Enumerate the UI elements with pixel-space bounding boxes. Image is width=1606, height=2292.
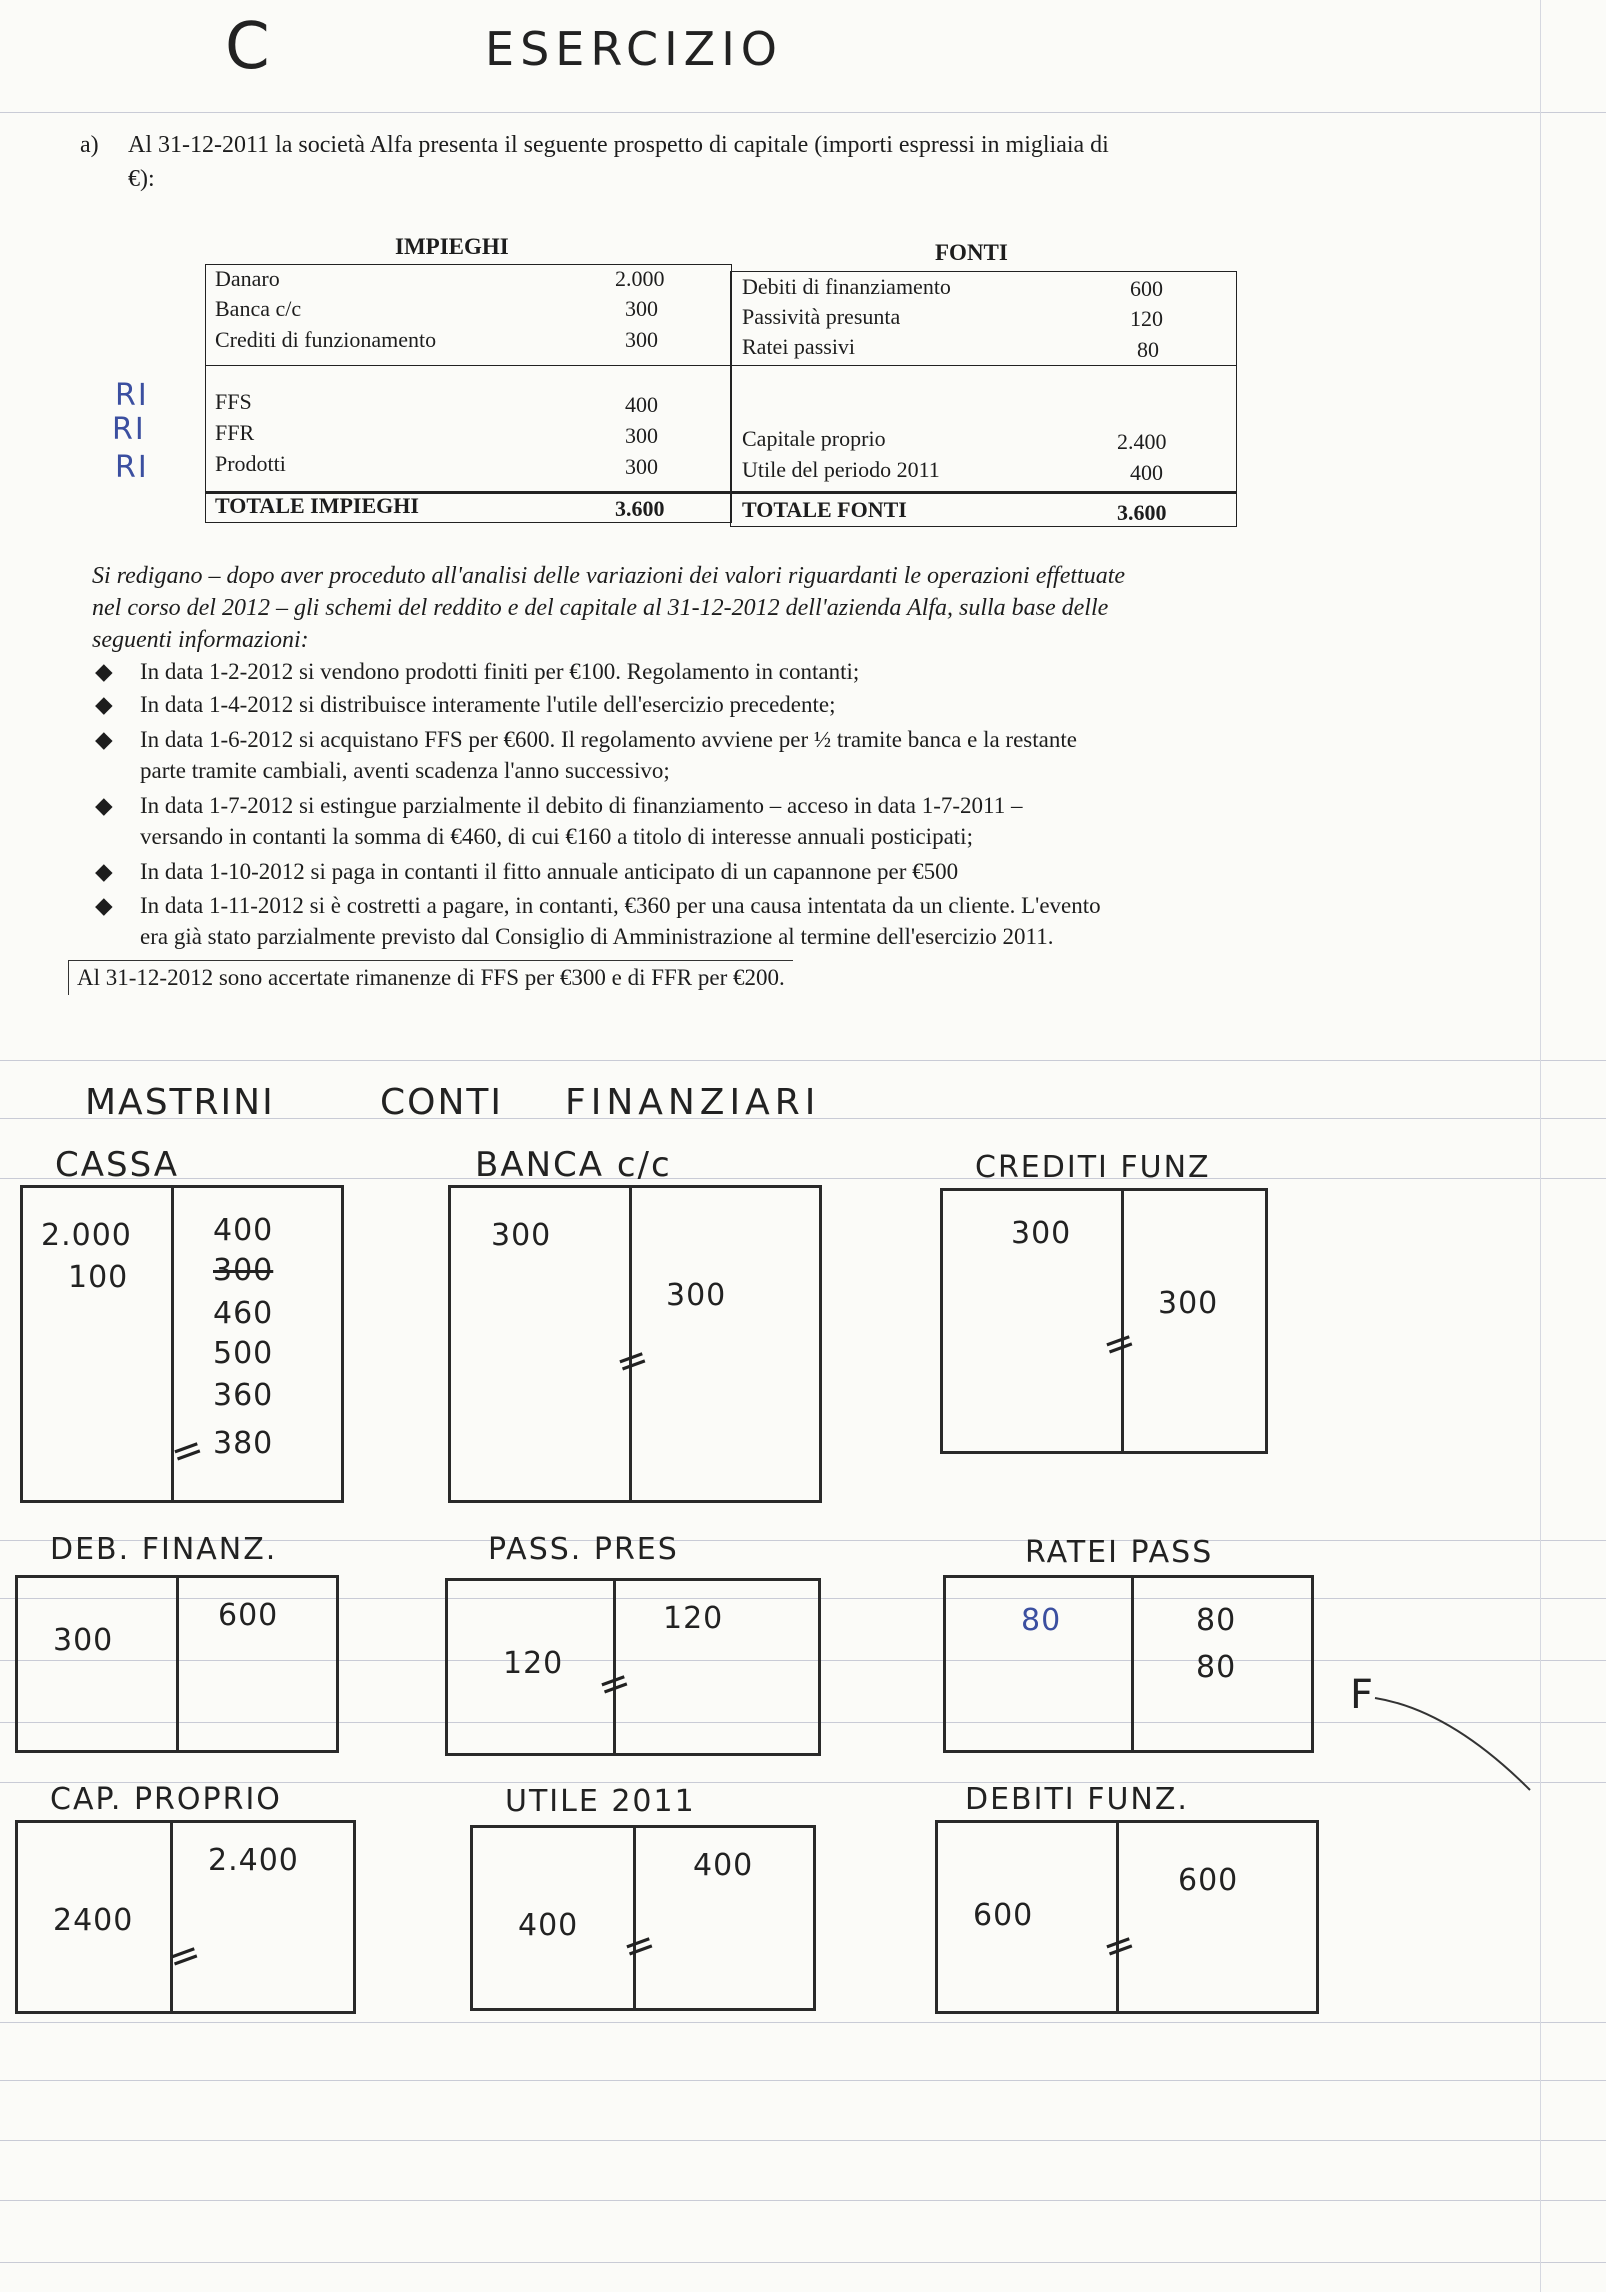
ledger-saldo-value: 380: [213, 1426, 274, 1461]
ledger-avere-value: 600: [1178, 1863, 1239, 1898]
impieghi-label: Prodotti: [215, 451, 286, 476]
fonti-value: 400: [1130, 460, 1163, 485]
fonti-label: Utile del periodo 2011: [742, 457, 940, 482]
ledger-dare-value: 80: [1021, 1603, 1062, 1638]
bullet-icon: ◆: [95, 727, 113, 752]
bullet-icon: ◆: [95, 893, 113, 918]
fonti-value: 80: [1137, 337, 1159, 362]
ledger-dare-value: 2400: [53, 1903, 134, 1938]
ledger-title-deb-finanz: DEB. FINANZ.: [50, 1532, 278, 1567]
balance-cross-icon: =: [1096, 1918, 1144, 1972]
total-fonti-label: TOTALE FONTI: [742, 497, 907, 522]
fonti-value: 2.400: [1117, 429, 1167, 454]
ledger-dare-value: 600: [973, 1898, 1034, 1933]
ledger-avere-value: 300: [666, 1278, 727, 1313]
ledger-avere-value: 2.400: [208, 1843, 299, 1878]
ledger-banca: [448, 1185, 822, 1503]
ledger-dare-value: 300: [53, 1623, 114, 1658]
ledger-avere-value: 300: [1158, 1286, 1219, 1321]
balance-cross-icon: =: [1096, 1316, 1144, 1370]
bullet-icon: ◆: [95, 692, 113, 717]
ledger-dare-value: 120: [503, 1646, 564, 1681]
ledger-title-ratei-pass: RATEI PASS: [1025, 1535, 1214, 1570]
ledger-dare-value: 300: [491, 1218, 552, 1253]
ledger-title-banca: BANCA c/c: [475, 1145, 672, 1185]
fonti-label: Ratei passivi: [742, 334, 856, 359]
impieghi-value: 400: [625, 392, 658, 417]
margin-note-ri: RI: [115, 378, 149, 413]
ledger-dare-value: 400: [518, 1908, 579, 1943]
ledger-title-crediti: CREDITI FUNZ: [975, 1150, 1211, 1185]
margin-note-ri: RI: [112, 412, 146, 447]
ledger-title-pass-pres: PASS. PRES: [488, 1532, 679, 1567]
ledgers-title-mastrini: MASTRINI: [85, 1082, 275, 1123]
fonti-label: Debiti di finanziamento: [742, 274, 951, 299]
bullet-icon: ◆: [95, 859, 113, 884]
side-mark: F: [1350, 1672, 1376, 1718]
ledger-cassa: [20, 1185, 344, 1503]
fonti-value: 600: [1130, 276, 1163, 301]
instructions-line-3: seguenti informazioni:: [92, 627, 309, 653]
operation-item: In data 1-11-2012 si è costretti a pagare, in contanti, €360 per una causa intentata da un cliente. L'evento: [140, 893, 1101, 918]
ledger-cap-proprio: [15, 1820, 356, 2014]
impieghi-label: Danaro: [215, 266, 280, 291]
ledger-deb-finanz: [15, 1575, 339, 1753]
ledger-ratei-pass: [943, 1575, 1314, 1753]
impieghi-label: Crediti di funzionamento: [215, 327, 437, 352]
exercise-letter: C: [225, 10, 272, 84]
impieghi-value: 300: [625, 454, 658, 479]
ledgers-title-finanziari: FINANZIARI: [565, 1082, 821, 1123]
operation-item: In data 1-7-2012 si estingue parzialmente il debito di finanziamento – acceso in data 1-7-2011 –: [140, 793, 1023, 818]
ledger-avere-value: 80: [1196, 1650, 1237, 1685]
impieghi-label: FFR: [215, 420, 255, 445]
impieghi-header: IMPIEGHI: [395, 234, 509, 259]
ledger-title-debiti-funz: DEBITI FUNZ.: [965, 1782, 1189, 1817]
ledger-avere-value: 400: [693, 1848, 754, 1883]
ledger-dare-value: 300: [1011, 1216, 1072, 1251]
ledger-title-cassa: CASSA: [55, 1145, 180, 1185]
ledger-avere-value: 360: [213, 1378, 274, 1413]
exercise-label: a): [80, 132, 99, 158]
ledger-avere-value: 500: [213, 1336, 274, 1371]
operation-item: parte tramite cambiali, aventi scadenza l'anno successivo;: [140, 758, 670, 783]
page-title: ESERCIZIO: [485, 22, 783, 76]
bullet-icon: ◆: [95, 659, 113, 684]
ledger-avere-value: 120: [663, 1601, 724, 1636]
operation-item: In data 1-6-2012 si acquistano FFS per €600. Il regolamento avviene per ½ tramite banca e la restante: [140, 727, 1077, 752]
closing-note: Al 31-12-2012 sono accertate rimanenze di FFS per €300 e di FFR per €200.: [68, 960, 793, 995]
ledger-avere-value: 460: [213, 1296, 274, 1331]
operation-item: In data 1-4-2012 si distribuisce interamente l'utile dell'esercizio precedente;: [140, 692, 836, 717]
operation-item: era già stato parzialmente previsto dal Consiglio di Amministrazione al termine dell'esercizio 2011.: [140, 924, 1054, 949]
ledger-avere-value: 80: [1196, 1603, 1237, 1638]
operation-item: In data 1-2-2012 si vendono prodotti finiti per €100. Regolamento in contanti;: [140, 659, 860, 684]
fonti-value: 120: [1130, 306, 1163, 331]
impieghi-value: 2.000: [615, 266, 665, 291]
ledger-dare-value: 100: [68, 1260, 129, 1295]
ledger-debiti-funz: [935, 1820, 1319, 2014]
ledger-avere-value: 300: [213, 1253, 274, 1288]
ledger-utile-2011: [470, 1825, 816, 2011]
total-impieghi-value: 3.600: [615, 496, 665, 521]
operation-item: In data 1-10-2012 si paga in contanti il fitto annuale anticipato di un capannone per €500: [140, 859, 959, 884]
fonti-label: Capitale proprio: [742, 426, 886, 451]
balance-cross-icon: =: [609, 1333, 657, 1387]
balance-cross-icon: =: [164, 1423, 212, 1477]
margin-line: [1540, 0, 1541, 2292]
arrow-line-icon: [1370, 1690, 1540, 1800]
impieghi-value: 300: [625, 296, 658, 321]
instructions-line-1: Si redigano – dopo aver proceduto all'analisi delle variazioni dei valori riguardanti le operazioni effettuate: [92, 563, 1126, 589]
impieghi-value: 300: [625, 423, 658, 448]
bullet-icon: ◆: [95, 793, 113, 818]
ledger-pass-pres: [445, 1578, 821, 1756]
intro-line-1: Al 31-12-2011 la società Alfa presenta il seguente prospetto di capitale (importi espressi in migliaia di: [128, 132, 1109, 158]
ledger-dare-value: 2.000: [41, 1218, 132, 1253]
total-impieghi-label: TOTALE IMPIEGHI: [215, 493, 419, 518]
ledger-avere-value: 600: [218, 1598, 279, 1633]
ledger-title-utile-2011: UTILE 2011: [505, 1784, 696, 1819]
total-fonti-value: 3.600: [1117, 500, 1167, 525]
operation-item: versando in contanti la somma di €460, di cui €160 a titolo di interesse annuali posticipati;: [140, 824, 973, 849]
instructions-line-2: nel corso del 2012 – gli schemi del reddito e del capitale al 31-12-2012 dell'azienda Alfa, sulla base delle: [92, 595, 1109, 621]
impieghi-label: FFS: [215, 389, 252, 414]
impieghi-label: Banca c/c: [215, 296, 302, 321]
fonti-label: Passività presunta: [742, 304, 901, 329]
fonti-header: FONTI: [935, 240, 1008, 265]
balance-cross-icon: =: [616, 1918, 664, 1972]
balance-cross-icon: =: [591, 1656, 639, 1710]
ledger-avere-value: 400: [213, 1213, 274, 1248]
impieghi-value: 300: [625, 327, 658, 352]
balance-sheet-table: [205, 264, 1235, 525]
ledgers-title-conti: CONTI: [380, 1082, 504, 1123]
margin-note-ri: RI: [115, 450, 149, 485]
ledger-crediti: [940, 1188, 1268, 1454]
ledger-title-cap-proprio: CAP. PROPRIO: [50, 1782, 282, 1817]
balance-cross-icon: =: [161, 1928, 209, 1982]
intro-line-2: €):: [128, 166, 155, 192]
